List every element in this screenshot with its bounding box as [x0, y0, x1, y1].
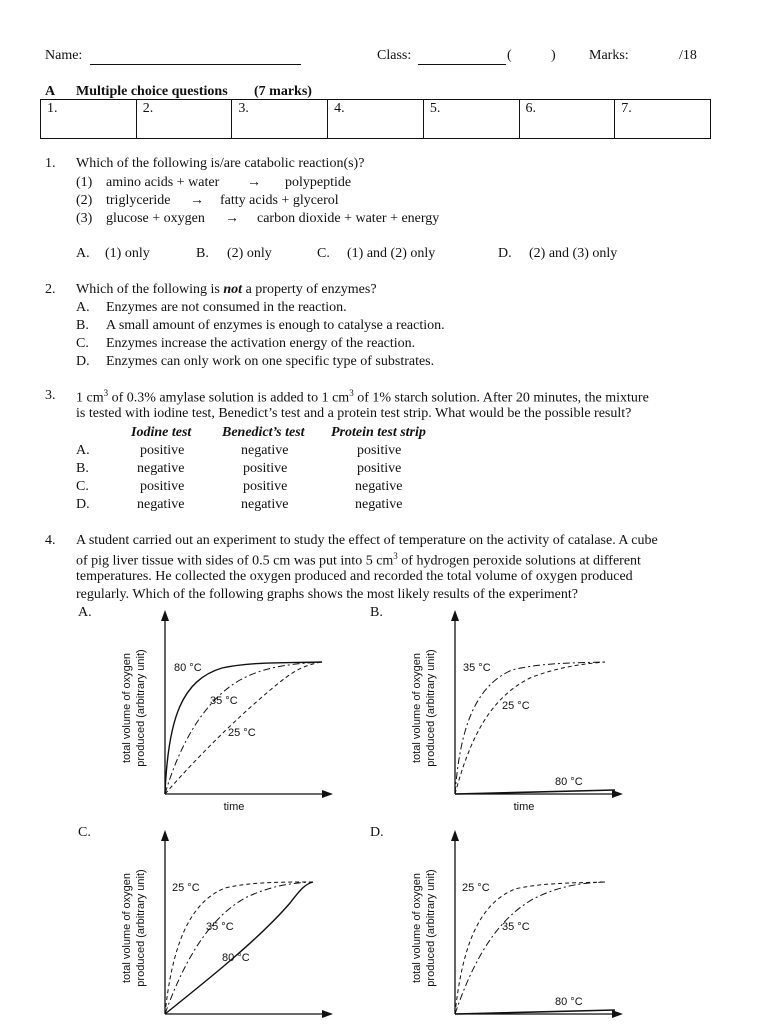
- graph-a-letter: A.: [78, 605, 92, 620]
- graph-b-label-25c: 25 °C: [502, 700, 530, 712]
- graph-b-xlabel: time: [513, 801, 535, 813]
- graph-b-curve-35c: [455, 662, 605, 794]
- section-letter: A: [45, 84, 56, 99]
- graph-a-y-arrow: [161, 610, 169, 621]
- graph-d-label-80c: 80 °C: [555, 996, 583, 1008]
- graph-b-axes: [455, 614, 618, 794]
- q1-item-3-reactants: glucose + oxygen: [106, 211, 205, 226]
- class-number-close: ): [551, 48, 556, 63]
- section-marks: (7 marks): [254, 84, 312, 99]
- graph-d-label-25c: 25 °C: [462, 882, 490, 894]
- q3-row-c-benedict: positive: [243, 479, 288, 494]
- q2-stem: Which of the following is not a property of enzymes?: [76, 282, 377, 297]
- q1-option-c-letter: C.: [317, 246, 330, 261]
- q3-row-c-letter: C.: [76, 479, 89, 494]
- graph-a-x-arrow: [322, 790, 333, 798]
- q1-option-a-text: (1) only: [105, 246, 150, 261]
- answer-cell-6[interactable]: 6.: [519, 100, 615, 139]
- q3-row-d-benedict: negative: [241, 497, 289, 512]
- q2-option-d-letter: D.: [76, 354, 90, 369]
- graph-b-label-35c: 35 °C: [463, 662, 491, 674]
- q1-option-c-text: (1) and (2) only: [347, 246, 436, 261]
- q1-option-b-text: (2) only: [227, 246, 272, 261]
- graph-b-ylabel-2: produced (arbitrary unit): [425, 649, 437, 767]
- q1-item-1-arrow: →: [247, 175, 261, 190]
- q2-option-a-text: Enzymes are not consumed in the reaction.: [106, 300, 347, 315]
- graph-c-letter: C.: [78, 825, 91, 840]
- answer-cell-1[interactable]: 1.: [41, 100, 137, 139]
- graph-c: [110, 828, 340, 1024]
- graph-d-curve-35c: [455, 882, 605, 1014]
- graph-d-y-arrow: [451, 830, 459, 841]
- answer-cell-7[interactable]: 7.: [615, 100, 711, 139]
- q4-stem-line-1: A student carried out an experiment to study the effect of temperature on the activity of catalase. A cube: [76, 533, 658, 548]
- answer-cell-5[interactable]: 5.: [423, 100, 519, 139]
- graph-c-ylabel-2: produced (arbitrary unit): [135, 869, 147, 987]
- graph-a-ylabel-1: total volume of oxygen: [121, 652, 133, 764]
- graph-b-x-arrow: [612, 790, 623, 798]
- graph-b: [400, 608, 630, 818]
- name-label: Name:: [45, 48, 83, 63]
- graph-a-label-80c: 80 °C: [174, 662, 202, 674]
- graph-c-x-arrow: [322, 1010, 333, 1018]
- q3-row-d-iodine: negative: [137, 497, 185, 512]
- section-title: Multiple choice questions: [76, 84, 228, 99]
- q1-stem: Which of the following is/are catabolic reaction(s)?: [76, 156, 365, 171]
- graph-a-xlabel: time: [223, 801, 245, 813]
- class-label: Class:: [377, 48, 412, 63]
- q3-header-iodine: Iodine test: [131, 425, 192, 440]
- q3-header-benedict: Benedict’s test: [222, 425, 305, 440]
- graph-a-label-25c: 25 °C: [228, 727, 256, 739]
- q3-row-b-iodine: negative: [137, 461, 185, 476]
- graph-d-ylabel-1: total volume of oxygen: [411, 872, 423, 984]
- graph-c-label-80c: 80 °C: [222, 952, 250, 964]
- q3-row-c-iodine: positive: [140, 479, 185, 494]
- q1-item-2-number: (2): [76, 193, 93, 208]
- q3-row-b-protein: positive: [357, 461, 402, 476]
- q4-stem-line-4: regularly. Which of the following graphs shows the most likely results of the experiment?: [76, 587, 578, 602]
- q1-item-3-products: carbon dioxide + water + energy: [257, 211, 440, 226]
- q4-stem-line-3: temperatures. He collected the oxygen produced and recorded the total volume of oxygen produced: [76, 569, 633, 584]
- graph-d: [400, 828, 630, 1024]
- answer-cell-2[interactable]: 2.: [136, 100, 232, 139]
- graph-d-x-arrow: [612, 1010, 623, 1018]
- q1-item-3-number: (3): [76, 211, 93, 226]
- q3-stem-line-2: is tested with iodine test, Benedict’s test and a protein test strip. What would be the possible result?: [76, 406, 632, 421]
- q3-row-b-benedict: positive: [243, 461, 288, 476]
- q2-option-d-text: Enzymes can only work on one specific type of substrates.: [106, 354, 435, 369]
- q2-number: 2.: [45, 282, 56, 297]
- graph-b-y-arrow: [451, 610, 459, 621]
- answer-cell-3[interactable]: 3.: [232, 100, 328, 139]
- answer-cell-4[interactable]: 4.: [328, 100, 424, 139]
- q1-option-d-letter: D.: [498, 246, 512, 261]
- q3-number: 3.: [45, 388, 56, 403]
- graph-b-letter: B.: [370, 605, 383, 620]
- class-number-open: (: [507, 48, 512, 63]
- q1-item-1-number: (1): [76, 175, 93, 190]
- q1-option-b-letter: B.: [196, 246, 209, 261]
- q4-stem-line-2: of pig liver tissue with sides of 0.5 cm was put into 5 $cm^3$ of hydrogen peroxide solutions at different: [76, 551, 641, 569]
- q3-row-a-benedict: negative: [241, 443, 289, 458]
- graph-c-ylabel-1: total volume of oxygen: [121, 872, 133, 984]
- q2-option-b-text: A small amount of enzymes is enough to catalyse a reaction.: [106, 318, 445, 333]
- q3-row-d-protein: negative: [355, 497, 403, 512]
- q1-item-1-reactants: amino acids + water: [106, 175, 220, 190]
- graph-c-label-35c: 35 °C: [206, 921, 234, 933]
- graph-b-ylabel-1: total volume of oxygen: [411, 652, 423, 764]
- graph-d-axes: [455, 834, 618, 1014]
- marks-label: Marks:: [589, 48, 629, 63]
- graph-c-axes: [165, 834, 328, 1014]
- q3-row-b-letter: B.: [76, 461, 89, 476]
- q1-item-2-products: fatty acids + glycerol: [220, 193, 339, 208]
- marks-total: /18: [679, 48, 697, 63]
- q3-row-c-protein: negative: [355, 479, 403, 494]
- q4-number: 4.: [45, 533, 56, 548]
- q3-row-a-letter: A.: [76, 443, 90, 458]
- graph-a: [110, 608, 340, 818]
- graph-d-curve-25c: [455, 882, 605, 1014]
- q1-number: 1.: [45, 156, 56, 171]
- q3-stem-line-1: 1 $cm^3$ of 0.3% amylase solution is added to 1 $cm^3$ of 1% starch solution. After 20 minutes, the mixture: [76, 388, 649, 406]
- graph-d-letter: D.: [370, 825, 384, 840]
- q2-option-b-letter: B.: [76, 318, 89, 333]
- q1-option-d-text: (2) and (3) only: [529, 246, 618, 261]
- graph-d-label-35c: 35 °C: [502, 921, 530, 933]
- graph-a-label-35c: 35 °C: [210, 695, 238, 707]
- graph-a-ylabel-2: produced (arbitrary unit): [135, 649, 147, 767]
- q3-row-a-protein: positive: [357, 443, 402, 458]
- q1-item-3-arrow: →: [225, 211, 239, 226]
- q1-item-2-arrow: →: [190, 193, 204, 208]
- graph-b-label-80c: 80 °C: [555, 776, 583, 788]
- name-field[interactable]: [90, 64, 301, 65]
- q3-header-protein: Protein test strip: [331, 425, 426, 440]
- q1-item-1-products: polypeptide: [285, 175, 352, 190]
- answer-table: [40, 99, 711, 139]
- graph-c-label-25c: 25 °C: [172, 882, 200, 894]
- graph-b-curve-25c: [455, 662, 605, 794]
- graph-c-y-arrow: [161, 830, 169, 841]
- q2-option-a-letter: A.: [76, 300, 90, 315]
- graph-d-ylabel-2: produced (arbitrary unit): [425, 869, 437, 987]
- q1-item-2-reactants: triglyceride: [106, 193, 171, 208]
- q2-option-c-text: Enzymes increase the activation energy of the reaction.: [106, 336, 416, 351]
- class-field[interactable]: [418, 64, 506, 65]
- q2-option-c-letter: C.: [76, 336, 89, 351]
- q3-row-a-iodine: positive: [140, 443, 185, 458]
- q1-option-a-letter: A.: [76, 246, 90, 261]
- q3-row-d-letter: D.: [76, 497, 90, 512]
